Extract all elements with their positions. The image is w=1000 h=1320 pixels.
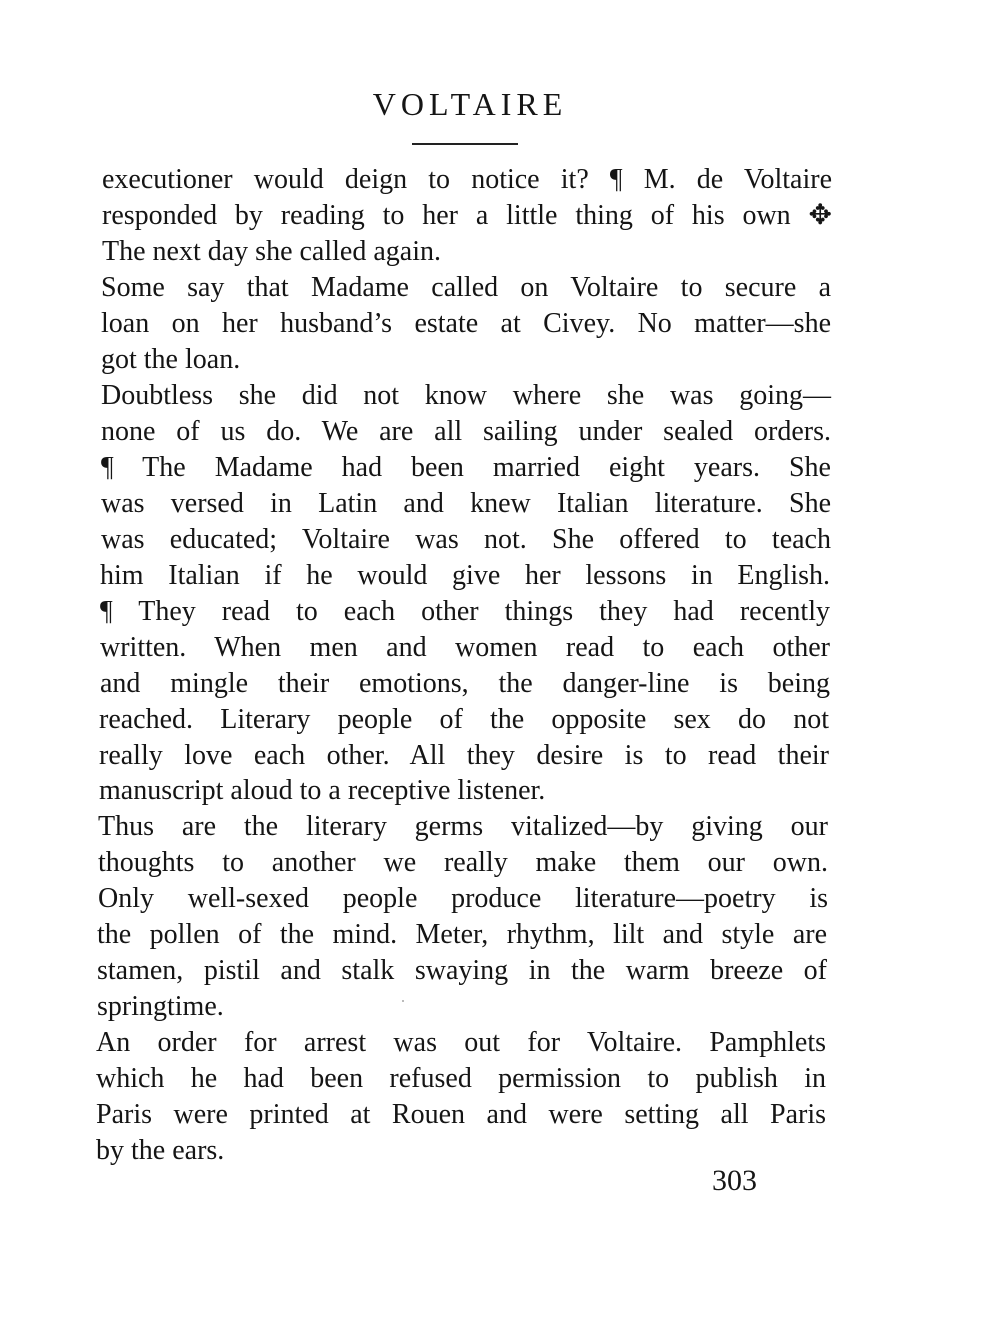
text-line: none of us do. We are all sailing under sealed orders. [101,416,831,447]
text-line: An order for arrest was out for Voltaire. Pamphlets [96,1027,826,1058]
text-line: written. When men and women read to each other [100,632,830,663]
text-line: ¶ They read to each other things they had recently [100,596,830,627]
text-line: Thus are the literary germs vitalized—by giving our [98,811,828,842]
text-line: Paris were printed at Rouen and were setting all Paris [96,1099,826,1130]
text-line: got the loan. [101,344,241,375]
text-line: which he had been refused permission to publish in [96,1063,826,1094]
text-line: manuscript aloud to a receptive listener. [99,775,546,806]
text-line: executioner would deign to notice it? ¶ M. de Voltaire [102,164,832,195]
text-line: The next day she called again. [102,236,441,267]
page-number: 303 [712,1164,757,1197]
text-line: thoughts to another we really make them our own. [98,847,828,878]
text-line: responded by reading to her a little thing of his own ✥ [102,200,832,231]
head-rule [412,143,518,145]
text-line: Some say that Madame called on Voltaire to secure a [101,272,831,303]
text-line: and mingle their emotions, the danger-line is being [100,668,830,699]
print-speck [402,1000,404,1002]
text-line: reached. Literary people of the opposite sex do not [99,704,829,735]
text-line: Doubtless she did not know where she was going— [101,380,831,411]
text-line: ¶ The Madame had been married eight years. She [101,452,831,483]
running-head: VOLTAIRE [372,86,568,122]
text-line: springtime. [97,991,224,1022]
text-line: loan on her husband’s estate at Civey. No matter—she [101,308,831,339]
text-line: really love each other. All they desire is to read their [99,740,829,771]
text-line: by the ears. [96,1135,225,1166]
text-line: stamen, pistil and stalk swaying in the warm breeze of [97,955,827,986]
text-line: was versed in Latin and knew Italian literature. She [101,488,831,519]
text-line: was educated; Voltaire was not. She offered to teach [101,524,831,555]
text-line: the pollen of the mind. Meter, rhythm, lilt and style are [97,919,827,950]
text-line: him Italian if he would give her lessons in English. [100,560,830,591]
text-line: Only well-sexed people produce literature—poetry is [98,883,828,914]
